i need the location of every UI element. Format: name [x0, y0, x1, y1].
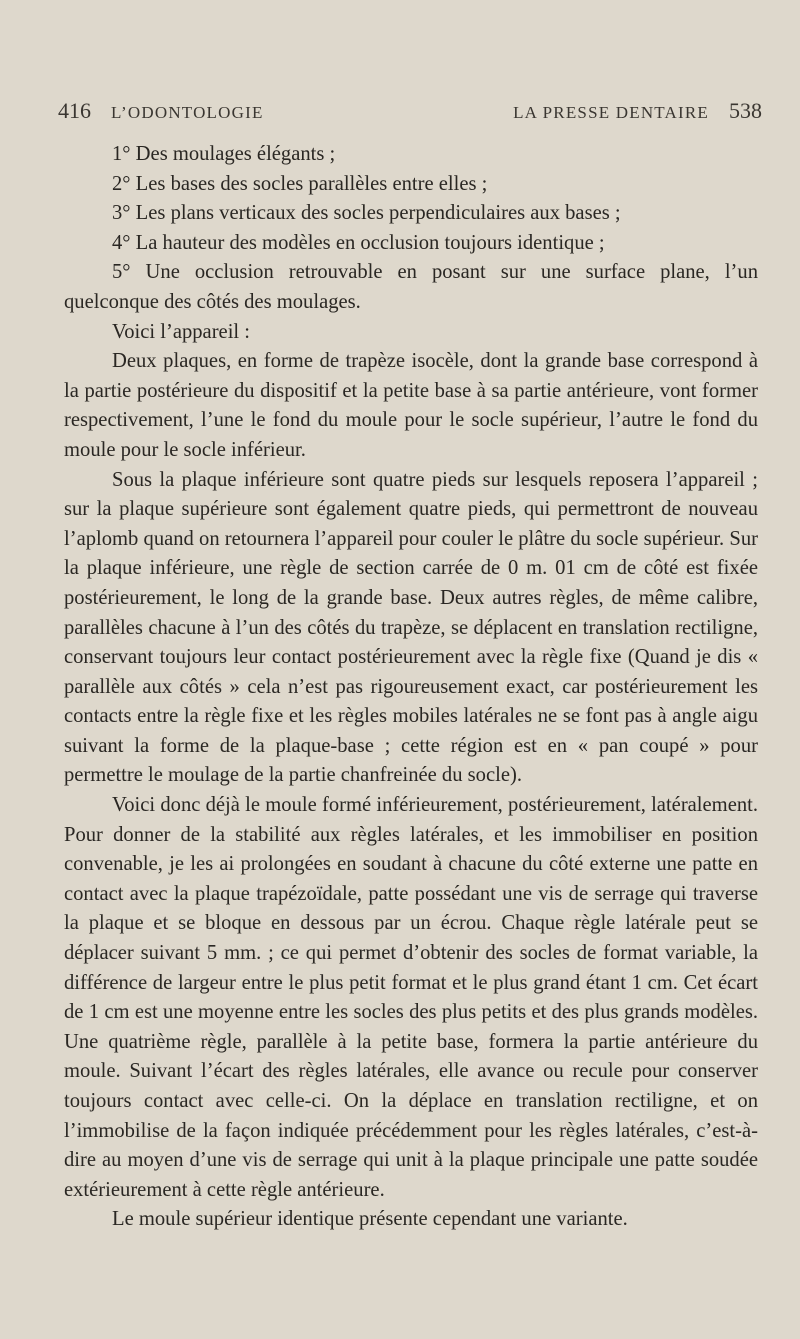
list-item-2: 2° Les bases des socles parallèles entre elles ; — [112, 172, 488, 195]
page-number-left: 416 — [58, 98, 91, 123]
paragraph-moule-superieur: Le moule supérieur identique présente cependant une variante. — [112, 1208, 628, 1231]
article-body — [64, 140, 758, 1235]
running-head-right — [513, 98, 762, 124]
list-item-5: 5° Une occlusion retrouvable en posant sur une surface plane, l’un quelconque des côtés des moulages. — [64, 261, 758, 313]
list-item-4: 4° La hauteur des modèles en occlusion toujours identique ; — [112, 231, 605, 254]
list-item-1: 1° Des moulages élégants ; — [112, 143, 336, 165]
journal-title-left: L’ODONTOLOGIE — [111, 103, 264, 122]
running-head-left — [58, 98, 264, 124]
page-number-right: 538 — [729, 98, 762, 123]
journal-title-right: LA PRESSE DENTAIRE — [513, 103, 709, 122]
running-head — [58, 98, 762, 136]
paragraph-pieds-regles: Sous la plaque inférieure sont quatre pieds sur lesquels reposera l’appareil ; sur la plaque supérieure sont également quatre pieds, qui permettront de nouveau l’aplomb quand on retournera l’appareil pour couler le plâtre du socle supérieur. Sur la plaque inférieure, une règle de section carrée de 0 m. 01 cm de côté est fixée postérieurement, le long de la grande base. Deux autres règles, de même calibre, parallèles chacune à l’un des côtés du trapèze, se déplacent en translation rectiligne, conservant toujours leur contact postérieurement avec la règle fixe (Quand je dis « parallèle aux côtés » cela n’est pas rigoureusement exact, car postérieurement les contacts entre la règle fixe et les règles mobiles latérales ne se font pas à angle aigu suivant la forme de la plaque-base ; cette région est en « pan coupé » pour permettre le moulage de la partie chanfreinée du socle). — [64, 468, 758, 787]
list-item-3: 3° Les plans verticaux des socles perpendiculaires aux bases ; — [112, 202, 621, 225]
paragraph-plaques: Deux plaques, en forme de trapèze isocèle, dont la grande base correspond à la partie postérieure du dispositif et la petite base à sa partie antérieure, vont former respectivement, l’une le fond du moule pour le socle supérieur, l’autre le fond du moule pour le socle inférieur. — [64, 350, 758, 461]
paragraph-moule-forme: Voici donc déjà le moule formé inférieurement, postérieurement, latéralement. Pour donner de la stabilité aux règles latérales, et les immobiliser en position convenable, je les ai prolongées en soudant à chacune du côté externe une patte en contact avec la plaque trapézoïdale, patte possédant une vis de serrage qui traverse la plaque et se bloque en dessous par un écrou. Chaque règle latérale peut se déplacer suivant 5 mm. ; ce qui permet d’obtenir des socles de format variable, la différence de largeur entre le plus petit format et le plus grand étant 1 cm. Cet écart de 1 cm est une moyenne entre les socles des plus petits et des plus grands modèles. Une quatrième règle, parallèle à la petite base, formera la partie antérieure du moule. Suivant l’écart des règles latérales, elle avance ou recule pour conserver toujours contact avec celle-ci. On la déplace en translation rectiligne, et on l’immobilise de la façon indiquée précédemment pour les règles latérales, c’est-à-dire au moyen d’une vis de serrage qui unit à la plaque principale une patte soudée extérieurement à cette règle antérieure. — [64, 794, 758, 1201]
paragraph-appareil-intro: Voici l’appareil : — [112, 320, 251, 343]
